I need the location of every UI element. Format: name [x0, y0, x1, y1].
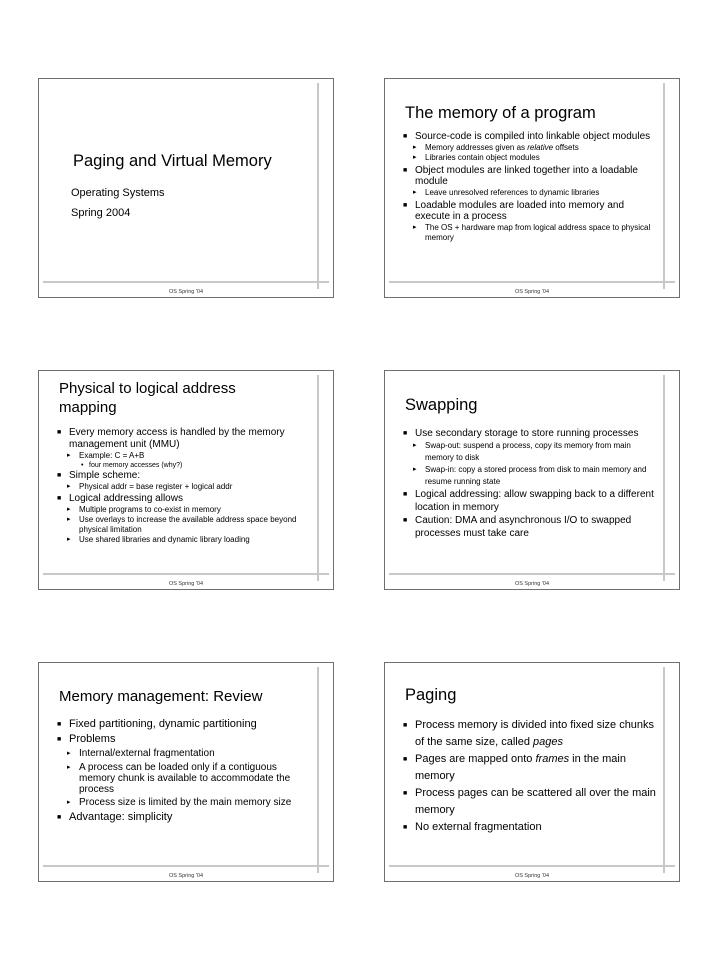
bullet: ■ Fixed partitioning, dynamic partitioning	[57, 717, 311, 732]
slide-decor-vertical	[317, 83, 319, 289]
slide-address-mapping	[38, 370, 334, 590]
slide-bullets	[403, 717, 657, 836]
sub-bullet: ▸ A process can be loaded only if a contiguous memory chunk is available to accommodate the process	[57, 762, 311, 795]
slide-paging	[384, 662, 680, 882]
slide-decor-vertical	[317, 375, 319, 581]
slide-decor-horizontal	[389, 573, 675, 575]
bullet: ■ Simple scheme:	[57, 470, 311, 482]
bullet: ■ Problems	[57, 732, 311, 747]
slide-memory-management-review	[38, 662, 334, 882]
sub-bullet: ▸ Swap-in: copy a stored process from disk to main memory and resume running state	[403, 464, 657, 488]
bullet-text: Pages are mapped onto	[415, 753, 536, 765]
bullet: ■ Loadable modules are loaded into memory and execute in a process	[403, 200, 657, 223]
bullet-emphasis: frames	[535, 753, 570, 765]
bullet-text: offsets	[553, 142, 579, 152]
slide-decor-vertical	[663, 375, 665, 581]
slide-footer: OS Spring '04	[514, 873, 550, 879]
bullet-text: Process memory is divided into fixed size chunks of the same size, called	[415, 719, 655, 748]
slide-footer: OS Spring '04	[168, 873, 204, 879]
slide-footer: OS Spring '04	[514, 289, 550, 295]
bullet	[403, 751, 657, 785]
slide-bullets	[403, 131, 657, 243]
sub-bullet: ▸ Internal/external fragmentation	[57, 747, 311, 760]
sub-bullet: ▸ Use overlays to increase the available address space beyond physical limitation	[57, 515, 311, 535]
bullet	[403, 717, 657, 751]
bullet: ■ Object modules are linked together into a loadable module	[403, 165, 657, 188]
bullet: ■ No external fragmentation	[403, 819, 657, 836]
term: Spring 2004	[71, 207, 131, 219]
sub-bullet: ▸ Libraries contain object modules	[403, 153, 657, 163]
bullet: ■ Logical addressing: allow swapping back to a different location in memory	[403, 488, 657, 514]
slide-decor-vertical	[663, 83, 665, 289]
slide-heading: Physical to logical address mapping	[59, 380, 236, 416]
slide-title	[38, 78, 334, 298]
bullet: ■ Logical addressing allows	[57, 493, 311, 505]
slide-decor-horizontal	[43, 281, 329, 283]
slide-footer: OS Spring '04	[514, 581, 550, 587]
sub-bullet: ▸ The OS + hardware map from logical address space to physical memory	[403, 223, 657, 243]
bullet: ■ Every memory access is handled by the memory management unit (MMU)	[57, 427, 311, 451]
slide-heading: The memory of a program	[405, 104, 596, 122]
slide-decor-horizontal	[43, 865, 329, 867]
bullet: ■ Use secondary storage to store running processes	[403, 427, 657, 440]
slide-decor-vertical	[663, 667, 665, 873]
sub-bullet: ▸ Swap-out: suspend a process, copy its memory from main memory to disk	[403, 440, 657, 464]
bullet-emphasis: relative	[527, 142, 554, 152]
sub-bullet: ▸ Leave unresolved references to dynamic libraries	[403, 188, 657, 198]
slide-decor-horizontal	[389, 281, 675, 283]
sub-sub-bullet: • four memory accesses (why?)	[57, 461, 311, 470]
slide-bullets	[403, 427, 657, 540]
bullet: ■ Caution: DMA and asynchronous I/O to swapped processes must take care	[403, 514, 657, 540]
slide-swapping	[384, 370, 680, 590]
slide-heading: Memory management: Review	[59, 688, 263, 705]
slide-memory-of-program	[384, 78, 680, 298]
slide-bullets	[57, 717, 311, 825]
sub-bullet: ▸ Use shared libraries and dynamic library loading	[57, 535, 311, 545]
slide-heading: Swapping	[405, 396, 478, 414]
slide-bullets	[57, 427, 311, 545]
sub-bullet	[403, 143, 657, 153]
bullet: ■ Source-code is compiled into linkable object modules	[403, 131, 657, 143]
bullet: ■ Advantage: simplicity	[57, 810, 311, 825]
slide-heading: Paging	[405, 686, 457, 704]
bullet-text: Memory addresses given as	[425, 142, 528, 152]
sub-bullet: ▸ Physical addr = base register + logical addr	[57, 482, 311, 492]
slide-decor-horizontal	[389, 865, 675, 867]
sub-bullet: ▸ Example: C = A+B	[57, 451, 311, 461]
sub-bullet: ▸ Process size is limited by the main memory size	[57, 797, 311, 808]
slide-title-heading: Paging and Virtual Memory	[73, 152, 272, 170]
sub-bullet: ▸ Multiple programs to co-exist in memory	[57, 505, 311, 515]
course-name: Operating Systems	[71, 187, 165, 199]
slide-decor-horizontal	[43, 573, 329, 575]
slide-decor-vertical	[317, 667, 319, 873]
slide-footer: OS Spring '04	[168, 581, 204, 587]
bullet-emphasis: pages	[533, 736, 563, 748]
bullet-text: in the main memory	[415, 753, 626, 782]
slide-footer: OS Spring '04	[168, 289, 204, 295]
bullet: ■ Process pages can be scattered all over the main memory	[403, 785, 657, 819]
